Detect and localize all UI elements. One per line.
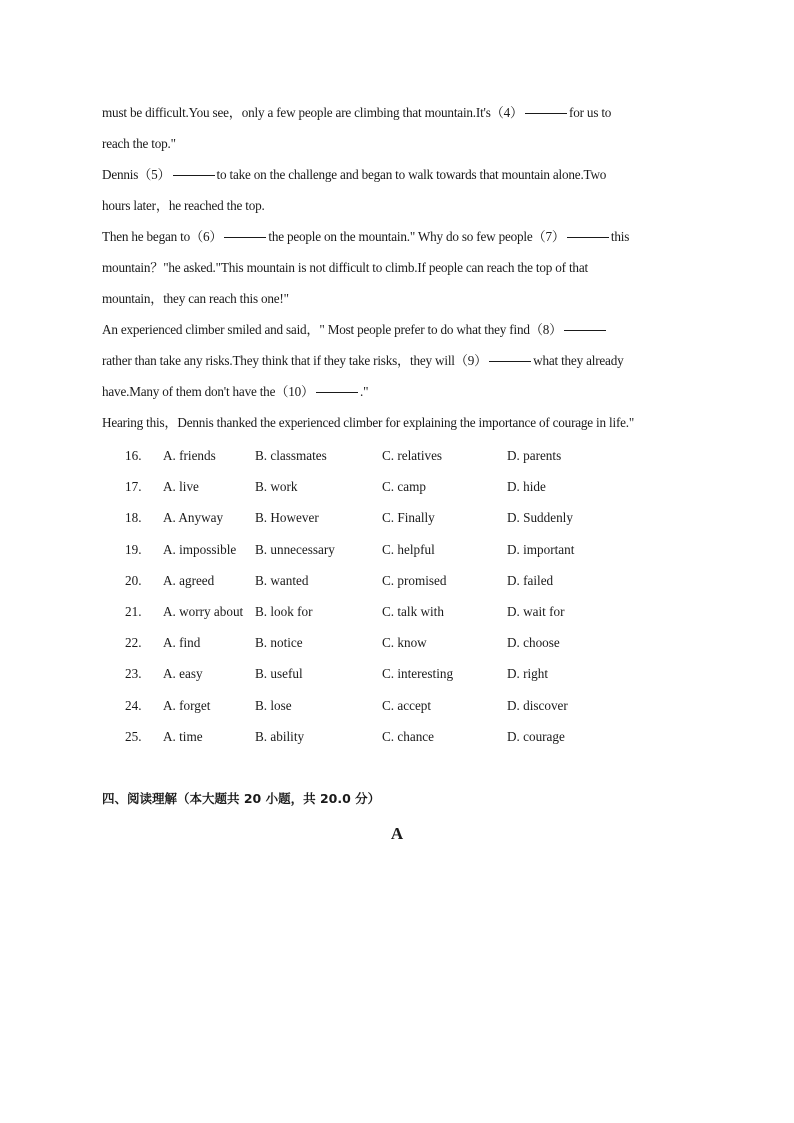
question-number: 22.	[125, 635, 142, 651]
passage-line	[102, 128, 702, 159]
passage-text: mountain？"he asked."This mountain is not difficult to climb.If people can reach the top of that	[102, 260, 588, 275]
option-b: B. useful	[255, 666, 303, 682]
answer-blank	[567, 237, 609, 238]
option-a: A. easy	[163, 666, 203, 682]
passage-text: Hearing this，Dennis thanked the experienced climber for explaining the importance of courage in life."	[102, 415, 635, 430]
answer-blank	[564, 330, 606, 331]
option-a: A. live	[163, 479, 199, 495]
passage-text: ."	[359, 384, 369, 399]
question-number: 20.	[125, 572, 142, 588]
section-heading: 四、阅读理解（本大题共 20 小题，共 20.0 分）	[102, 791, 381, 806]
passage-text: reach the top."	[102, 136, 176, 151]
question-options-list	[125, 440, 725, 752]
passage-text: must be difficult.You see，only a few people are climbing that mountain.It's（4）	[102, 105, 524, 120]
option-b: B. notice	[255, 635, 303, 651]
passage-line	[102, 345, 702, 376]
question-number: 23.	[125, 666, 142, 682]
passage-line	[102, 190, 702, 221]
question-row	[125, 690, 725, 721]
passage-line	[102, 283, 702, 314]
passage-text: mountain，they can reach this one!"	[102, 291, 289, 306]
passage-line	[102, 376, 702, 407]
passage-text: for us to	[569, 105, 612, 120]
option-b: B. ability	[255, 728, 305, 744]
passage-text: An experienced climber smiled and said，" Most people prefer to do what they find（8）	[102, 322, 563, 337]
option-d: D. Suddenly	[507, 510, 573, 526]
option-d: D. parents	[507, 448, 562, 463]
passage-line	[102, 407, 702, 438]
option-b: B. lose	[255, 697, 292, 713]
option-c: C. accept	[382, 697, 432, 713]
question-number: 24.	[125, 697, 142, 713]
option-b: B. However	[255, 510, 319, 526]
option-a: A. agreed	[163, 572, 215, 588]
passage-label: A	[390, 824, 404, 843]
option-b: B. work	[255, 479, 298, 495]
passage-line	[102, 314, 702, 345]
passage-line	[102, 221, 702, 252]
question-row	[125, 471, 725, 502]
option-d: D. wait for	[507, 603, 565, 619]
option-c: C. camp	[382, 479, 426, 495]
question-row	[125, 502, 725, 533]
option-c: C. chance	[382, 728, 434, 744]
option-a: A. worry about	[163, 603, 244, 619]
option-a: A. friends	[163, 448, 216, 463]
option-d: D. important	[507, 541, 575, 557]
option-c: C. Finally	[382, 510, 435, 526]
option-d: D. failed	[507, 572, 554, 588]
option-d: D. hide	[507, 479, 546, 495]
answer-blank	[224, 237, 266, 238]
question-number: 19.	[125, 541, 142, 557]
question-number: 25.	[125, 728, 142, 744]
question-row	[125, 721, 725, 752]
option-c: C. relatives	[382, 448, 443, 463]
question-number: 21.	[125, 603, 142, 619]
option-a: A. impossible	[163, 541, 237, 557]
option-c: C. talk with	[382, 603, 444, 619]
question-row	[125, 627, 725, 658]
passage-text: rather than take any risks.They think that if they take risks，they will（9）	[102, 353, 488, 368]
question-row	[125, 440, 725, 471]
option-d: D. right	[507, 666, 549, 682]
passage-text: to take on the challenge and began to walk towards that mountain alone.Two	[216, 167, 607, 182]
option-d: D. discover	[507, 697, 568, 713]
passage-line	[102, 252, 702, 283]
option-c: C. know	[382, 635, 427, 651]
answer-blank	[489, 361, 531, 362]
passage-line	[102, 159, 702, 190]
option-a: A. Anyway	[163, 510, 224, 526]
option-b: B. wanted	[255, 572, 309, 588]
cloze-passage	[102, 97, 702, 438]
option-d: D. choose	[507, 635, 560, 651]
answer-blank	[525, 113, 567, 114]
option-a: A. forget	[163, 697, 211, 713]
option-c: C. interesting	[382, 666, 454, 682]
passage-text: hours later，he reached the top.	[102, 198, 265, 213]
question-row	[125, 596, 725, 627]
option-a: A. find	[163, 635, 201, 651]
question-number: 16.	[125, 448, 142, 463]
question-row	[125, 658, 725, 689]
passage-text: what they already	[533, 353, 624, 368]
passage-text: this	[610, 229, 630, 244]
option-d: D. courage	[507, 728, 565, 744]
option-c: C. promised	[382, 572, 447, 588]
option-b: B. classmates	[255, 448, 327, 463]
answer-blank	[173, 175, 215, 176]
answer-blank	[316, 392, 358, 393]
question-number: 17.	[125, 479, 142, 495]
passage-text: have.Many of them don't have the（10）	[102, 384, 314, 399]
question-row	[125, 565, 725, 596]
option-c: C. helpful	[382, 541, 435, 557]
option-a: A. time	[163, 728, 203, 744]
passage-text: the people on the mountain." Why do so few people（7）	[268, 229, 565, 244]
option-b: B. look for	[255, 603, 313, 619]
question-row	[125, 534, 725, 565]
question-number: 18.	[125, 510, 142, 526]
passage-line	[102, 97, 702, 128]
option-b: B. unnecessary	[255, 541, 335, 557]
passage-text: Then he began to（6）	[102, 229, 223, 244]
passage-text: Dennis（5）	[102, 167, 171, 182]
